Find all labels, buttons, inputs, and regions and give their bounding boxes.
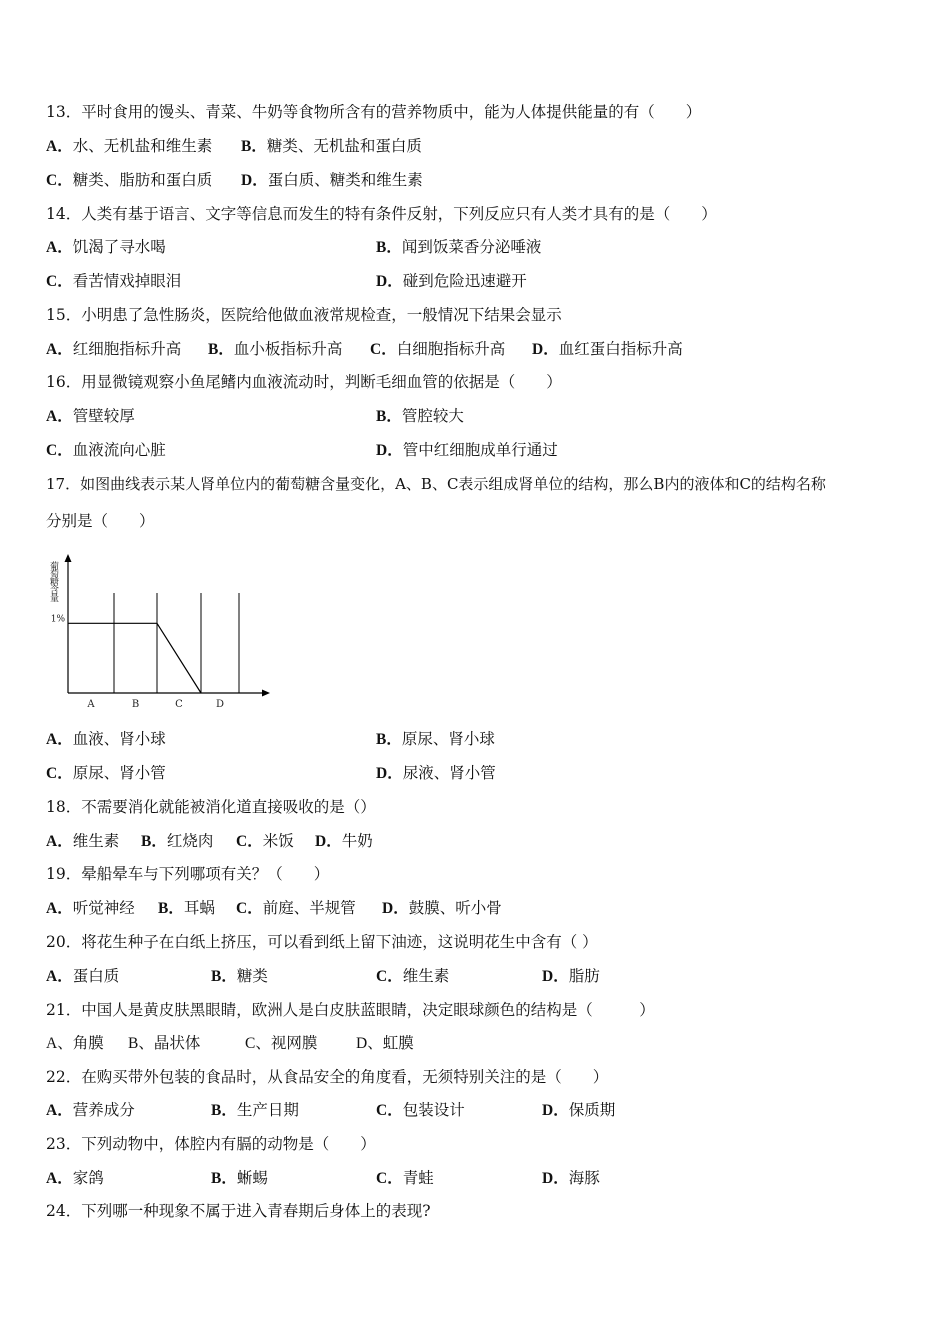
option-letter: C． <box>46 765 73 782</box>
option-text: 血液、肾小球 <box>72 730 166 748</box>
option-letter: A． <box>46 968 73 985</box>
question-19-stem: 19．晕船晕车与下列哪项有关？（ ） <box>46 865 330 883</box>
option-text: 脂肪 <box>568 967 600 985</box>
question-16-stem: 16．用显微镜观察小鱼尾鳍内血液流动时，判断毛细血管的依据是（ ） <box>46 373 562 391</box>
option-letter: B． <box>208 341 234 358</box>
option-text: 血小板指标升高 <box>233 340 343 358</box>
option-letter: D． <box>382 900 409 917</box>
option-text: 糖类、脂肪和蛋白质 <box>72 171 213 189</box>
q22-option-d <box>542 1100 615 1121</box>
q18-option-b <box>141 831 213 852</box>
option-letter: A． <box>46 731 73 748</box>
q13-option-a <box>46 136 212 157</box>
y-axis-label: 葡萄糖含量 <box>48 561 58 601</box>
option-letter: A． <box>46 833 73 850</box>
option-text: 青蛙 <box>402 1169 434 1187</box>
option-letter: A． <box>46 1170 73 1187</box>
x-tick-label: B <box>131 699 140 710</box>
option-letter: B． <box>141 833 167 850</box>
option-text: 包装设计 <box>402 1101 465 1119</box>
option-text: 管中红细胞成单行通过 <box>402 441 558 459</box>
option-text: 家鸽 <box>72 1169 104 1187</box>
question-22-stem: 22．在购买带外包装的食品时，从食品安全的角度看，无须特别关注的是（ ） <box>46 1068 609 1086</box>
q23-option-a <box>46 1168 104 1189</box>
option-text: 水、无机盐和维生素 <box>72 137 213 155</box>
option-text: 前庭、半规管 <box>262 899 356 917</box>
option-text: 米饭 <box>262 832 294 850</box>
question-20-stem: 20．将花生种子在白纸上挤压，可以看到纸上留下油迹，这说明花生中含有（ ） <box>46 933 598 951</box>
x-tick-label: C <box>175 699 183 710</box>
option-text: 原尿、肾小管 <box>72 764 166 782</box>
option-letter: D． <box>542 1102 569 1119</box>
q19-option-b <box>158 898 215 919</box>
q20-option-a <box>46 966 119 987</box>
q20-option-c <box>376 966 449 987</box>
q16-option-b <box>376 406 464 427</box>
question-14-stem: 14．人类有基于语言、文字等信息而发生的特有条件反射，下列反应只有人类才具有的是（ ） <box>46 205 717 223</box>
option-text: 虹膜 <box>382 1034 414 1052</box>
q14-option-d <box>376 271 527 292</box>
q23-option-d <box>542 1168 600 1189</box>
option-text: 鼓膜、听小骨 <box>408 899 502 917</box>
q21-option-d <box>356 1033 414 1054</box>
option-text: 视网膜 <box>270 1034 318 1052</box>
option-text: 蜥蜴 <box>236 1169 268 1187</box>
q14-option-c <box>46 271 181 292</box>
y-axis-arrow <box>65 554 72 562</box>
q13-option-c <box>46 170 212 191</box>
option-text: 晶状体 <box>153 1034 201 1052</box>
question-17-stem-line2: 分别是（ ） <box>46 512 155 530</box>
option-letter: A． <box>46 900 73 917</box>
option-letter: D． <box>376 273 403 290</box>
option-text: 饥渴了寻水喝 <box>72 238 166 256</box>
option-letter: A． <box>46 1102 73 1119</box>
option-text: 血红蛋白指标升高 <box>558 340 683 358</box>
option-text: 管腔较大 <box>401 407 464 425</box>
option-letter: D． <box>542 968 569 985</box>
glucose-chart <box>40 550 280 720</box>
option-text: 糖类 <box>236 967 268 985</box>
option-letter: C． <box>370 341 397 358</box>
option-letter: A、 <box>46 1035 73 1052</box>
option-letter: B． <box>241 138 267 155</box>
option-text: 管壁较厚 <box>72 407 135 425</box>
option-letter: D． <box>241 172 268 189</box>
option-text: 闻到饭菜香分泌唾液 <box>401 238 542 256</box>
q15-option-b <box>208 339 342 360</box>
option-text: 维生素 <box>72 832 120 850</box>
question-15-stem: 15．小明患了急性肠炎，医院给他做血液常规检查，一般情况下结果会显示 <box>46 306 562 324</box>
q16-option-a <box>46 406 135 427</box>
option-letter: C． <box>46 172 73 189</box>
option-letter: B． <box>211 1102 237 1119</box>
option-text: 红烧肉 <box>166 832 214 850</box>
option-letter: A． <box>46 239 73 256</box>
q19-option-d <box>382 898 502 919</box>
q14-option-a <box>46 237 166 258</box>
q20-option-d <box>542 966 600 987</box>
q17-option-b <box>376 729 495 750</box>
q23-option-c <box>376 1168 434 1189</box>
q16-option-d <box>376 440 558 461</box>
option-letter: C． <box>376 1170 403 1187</box>
option-text: 血液流向心脏 <box>72 441 166 459</box>
q18-option-d <box>315 831 373 852</box>
option-letter: D． <box>376 765 403 782</box>
question-17-stem-line1: 17．如图曲线表示某人肾单位内的葡萄糖含量变化，A、B、C表示组成肾单位的结构，那么B内的液体和C的结构名称 <box>46 475 826 493</box>
q22-option-b <box>211 1100 299 1121</box>
option-letter: C． <box>376 1102 403 1119</box>
option-letter: C． <box>376 968 403 985</box>
q15-option-a <box>46 339 181 360</box>
y-tick-label: 1% <box>50 614 65 625</box>
q15-option-d <box>532 339 683 360</box>
option-letter: B． <box>376 408 402 425</box>
option-letter: B． <box>211 1170 237 1187</box>
option-letter: B、 <box>128 1035 154 1052</box>
q19-option-c <box>236 898 356 919</box>
option-text: 糖类、无机盐和蛋白质 <box>266 137 422 155</box>
option-letter: A． <box>46 138 73 155</box>
option-letter: D． <box>376 442 403 459</box>
q21-option-a <box>46 1033 104 1054</box>
option-letter: C． <box>236 833 263 850</box>
option-text: 保质期 <box>568 1101 616 1119</box>
q21-option-c <box>245 1033 317 1054</box>
option-letter: D． <box>532 341 559 358</box>
q14-option-b <box>376 237 541 258</box>
glucose-series-line <box>68 623 201 693</box>
option-letter: B． <box>376 239 402 256</box>
option-letter: D、 <box>356 1035 383 1052</box>
q13-option-b <box>241 136 422 157</box>
option-letter: D． <box>542 1170 569 1187</box>
option-text: 看苦情戏掉眼泪 <box>72 272 182 290</box>
option-text: 蛋白质、糖类和维生素 <box>267 171 423 189</box>
option-text: 营养成分 <box>72 1101 135 1119</box>
x-tick-label: A <box>87 699 95 710</box>
q21-option-b <box>128 1033 200 1054</box>
option-letter: C． <box>236 900 263 917</box>
question-21-stem: 21．中国人是黄皮肤黑眼睛，欧洲人是白皮肤蓝眼睛，决定眼球颜色的结构是（ ） <box>46 1001 655 1019</box>
q20-option-b <box>211 966 268 987</box>
option-letter: A． <box>46 408 73 425</box>
question-23-stem: 23．下列动物中，体腔内有膈的动物是（ ） <box>46 1135 376 1153</box>
option-text: 原尿、肾小球 <box>401 730 495 748</box>
q18-option-a <box>46 831 119 852</box>
option-text: 生产日期 <box>236 1101 299 1119</box>
option-text: 碰到危险迅速避开 <box>402 272 527 290</box>
q22-option-c <box>376 1100 465 1121</box>
q17-option-a <box>46 729 166 750</box>
option-text: 维生素 <box>402 967 450 985</box>
option-text: 白细胞指标升高 <box>396 340 506 358</box>
option-text: 蛋白质 <box>72 967 120 985</box>
option-letter: B． <box>158 900 184 917</box>
q17-option-d <box>376 763 496 784</box>
option-letter: C． <box>46 273 73 290</box>
option-text: 牛奶 <box>341 832 373 850</box>
question-18-stem: 18．不需要消化就能被消化道直接吸收的是（） <box>46 798 376 816</box>
option-letter: B． <box>211 968 237 985</box>
x-tick-label: D <box>215 699 225 710</box>
q18-option-c <box>236 831 294 852</box>
q17-option-c <box>46 763 166 784</box>
option-text: 红细胞指标升高 <box>72 340 182 358</box>
option-text: 听觉神经 <box>72 899 135 917</box>
option-text: 尿液、肾小管 <box>402 764 496 782</box>
option-text: 角膜 <box>72 1034 104 1052</box>
chart-root <box>48 554 270 710</box>
q16-option-c <box>46 440 166 461</box>
option-letter: C． <box>46 442 73 459</box>
q23-option-b <box>211 1168 268 1189</box>
option-letter: A． <box>46 341 73 358</box>
option-text: 耳蜗 <box>183 899 215 917</box>
x-axis-arrow <box>262 690 270 697</box>
question-24-stem: 24．下列哪一种现象不属于进入青春期后身体上的表现? <box>46 1202 431 1220</box>
q15-option-c <box>370 339 505 360</box>
option-letter: D． <box>315 833 342 850</box>
option-letter: B． <box>376 731 402 748</box>
option-text: 海豚 <box>568 1169 600 1187</box>
question-13-stem: 13．平时食用的馒头、青菜、牛奶等食物所含有的营养物质中，能为人体提供能量的有（ ） <box>46 103 702 121</box>
option-letter: C、 <box>245 1035 271 1052</box>
q19-option-a <box>46 898 135 919</box>
q22-option-a <box>46 1100 135 1121</box>
q13-option-d <box>241 170 423 191</box>
